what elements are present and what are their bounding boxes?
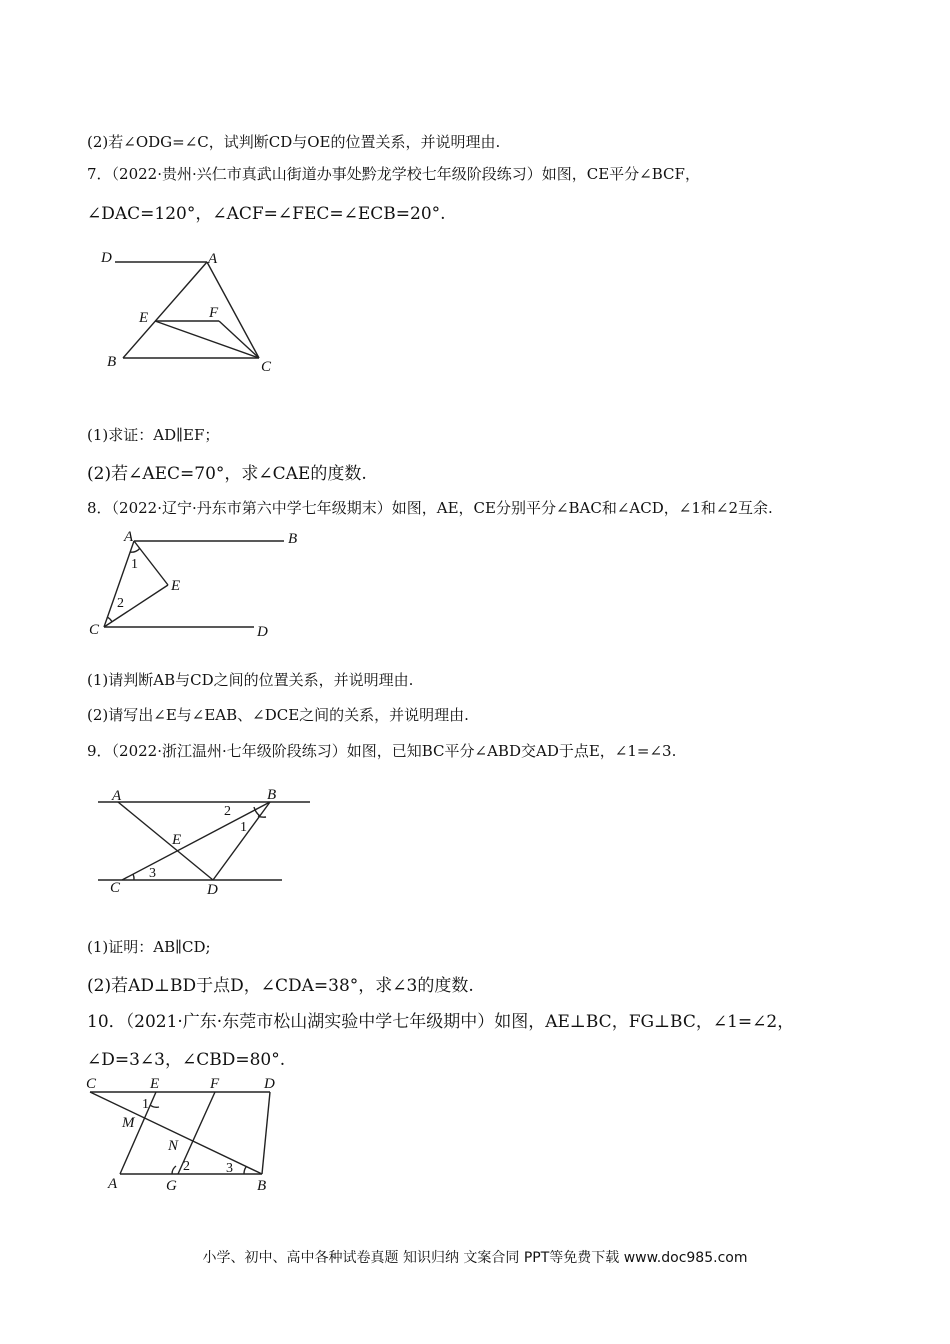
q7-part2: (2)若∠AEC=70°，求∠CAE的度数. — [87, 464, 367, 484]
q9-label-e: E — [172, 832, 182, 848]
q10-label-g: G — [166, 1178, 177, 1194]
q7-figure — [95, 245, 285, 380]
q10-label-3: 3 — [226, 1161, 233, 1176]
q8-part1: (1)请判断AB与CD之间的位置关系，并说明理由. — [87, 671, 414, 689]
q10-label-1: 1 — [142, 1097, 149, 1112]
q10-label-m: M — [122, 1115, 135, 1131]
q9-part1: (1)证明：AB∥CD; — [87, 938, 211, 956]
q10-label-a: A — [108, 1176, 118, 1192]
q10-label-f: F — [210, 1076, 220, 1092]
q8-label-1: 1 — [131, 557, 138, 572]
q9-label-3: 3 — [149, 866, 156, 881]
q8-figure — [88, 526, 298, 641]
q7-label-e: E — [139, 310, 149, 326]
q7-stem-line2: ∠DAC=120°，∠ACF=∠FEC=∠ECB=20°. — [87, 204, 446, 224]
q10-label-e: E — [150, 1076, 160, 1092]
q7-part1: (1)求证：AD∥EF； — [87, 426, 220, 444]
q6-part2: (2)若∠ODG=∠C，试判断CD与OE的位置关系，并说明理由. — [87, 133, 501, 151]
q10-stem-line2: ∠D=3∠3，∠CBD=80°. — [87, 1050, 286, 1070]
q10-label-b: B — [257, 1178, 267, 1194]
q8-label-2: 2 — [117, 596, 124, 611]
q7-label-a: A — [208, 251, 218, 267]
q10-figure — [80, 1075, 290, 1197]
q8-label-d: D — [257, 624, 268, 640]
q8-label-b: B — [288, 531, 298, 547]
q8-label-a: A — [124, 529, 134, 545]
q10-label-2: 2 — [183, 1159, 190, 1174]
q7-label-c: C — [261, 359, 272, 375]
q7-label-b: B — [107, 354, 117, 370]
q8-label-e: E — [171, 578, 181, 594]
q10-label-n: N — [168, 1138, 179, 1154]
q10-label-d: D — [264, 1076, 275, 1092]
q9-figure — [92, 782, 317, 900]
q8-part2: (2)请写出∠E与∠EAB、∠DCE之间的关系，并说明理由. — [87, 706, 469, 724]
q10-label-c: C — [86, 1076, 97, 1092]
q9-label-a: A — [112, 788, 122, 804]
q7-label-d: D — [101, 250, 112, 266]
q9-part2: (2)若AD⊥BD于点D，∠CDA=38°，求∠3的度数. — [87, 976, 474, 996]
q9-label-2: 2 — [224, 804, 231, 819]
q10-stem-line1: 10．（2021·广东·东莞市松山湖实验中学七年级期中）如图，AE⊥BC，FG⊥BC，∠1=∠2， — [87, 1012, 795, 1032]
q8-label-c: C — [89, 622, 100, 638]
q9-stem: 9．（2022·浙江温州·七年级阶段练习）如图，已知BC平分∠ABD交AD于点E，∠1=∠3. — [87, 742, 677, 760]
q7-label-f: F — [209, 305, 219, 321]
q9-label-c: C — [110, 880, 121, 896]
q9-label-b: B — [267, 787, 277, 803]
q9-label-d: D — [207, 882, 218, 898]
q8-stem: 8．（2022·辽宁·丹东市第六中学七年级期末）如图，AE，CE分别平分∠BAC和∠ACD，∠1和∠2互余. — [87, 499, 773, 517]
q9-label-1: 1 — [240, 820, 247, 835]
q7-stem-line1: 7．（2022·贵州·兴仁市真武山街道办事处黔龙学校七年级阶段练习）如图，CE平分∠BCF， — [87, 165, 700, 183]
page-footer: 小学、初中、高中各种试卷真题 知识归纳 文案合同 PPT等免费下载 www.doc985.com — [202, 1250, 748, 1266]
